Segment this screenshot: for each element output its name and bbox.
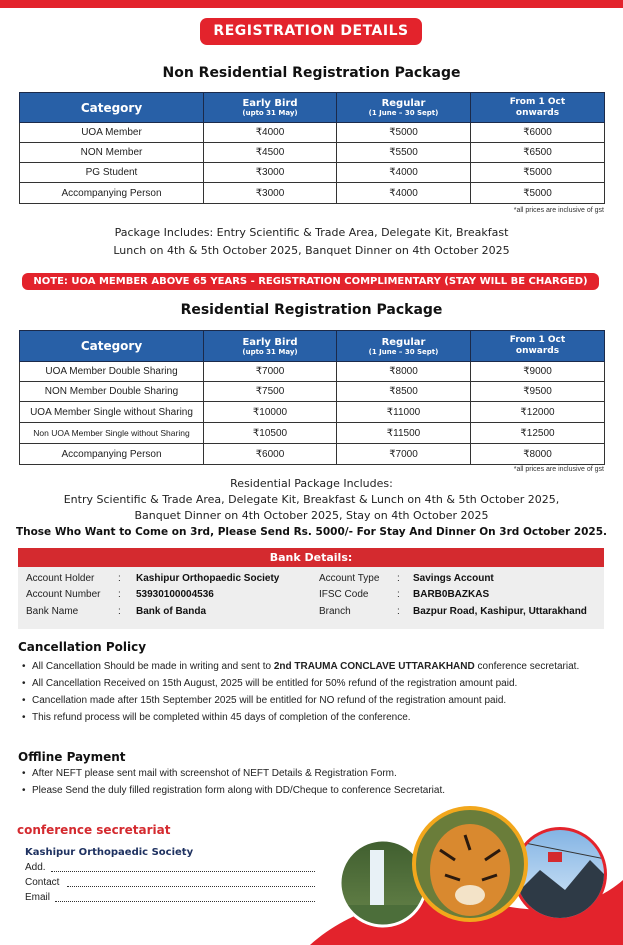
cell-regular: ₹8000 xyxy=(337,362,471,382)
cell-late: ₹6500 xyxy=(471,143,605,163)
bank-details-panel xyxy=(18,567,604,629)
cell-category: PG Student xyxy=(20,163,204,183)
cell-category: NON Member Double Sharing xyxy=(20,382,204,402)
cell-early: ₹7000 xyxy=(204,362,337,382)
colon: : xyxy=(118,573,121,584)
address-field xyxy=(25,861,315,875)
cell-late: ₹5000 xyxy=(471,183,605,204)
col-regular: Regular (1 June – 30 Sept) xyxy=(337,93,471,123)
table-row xyxy=(20,183,605,204)
col-from-oct: From 1 Oct onwards xyxy=(471,331,605,362)
cell-category: UOA Member Single without Sharing xyxy=(20,402,204,423)
list-item: • All Cancellation Received on 15th August, 2025 will be entitled for 50% refund of the registration amount paid. xyxy=(22,675,602,692)
bank-row xyxy=(18,587,604,603)
non-residential-table xyxy=(19,92,605,204)
cell-early: ₹3000 xyxy=(204,183,337,204)
cell-early: ₹6000 xyxy=(204,444,337,465)
colon: : xyxy=(397,573,400,584)
colon: : xyxy=(118,589,121,600)
cell-regular: ₹11000 xyxy=(337,402,471,423)
bank-row xyxy=(18,571,604,587)
list-item: • After NEFT please sent mail with screenshot of NEFT Details & Registration Form. xyxy=(22,765,602,782)
red-swoosh xyxy=(310,880,623,945)
account-type-value: Savings Account xyxy=(413,573,494,584)
cell-late: ₹6000 xyxy=(471,123,605,143)
residential-includes xyxy=(0,476,623,540)
cell-late: ₹12000 xyxy=(471,402,605,423)
cell-category: NON Member xyxy=(20,143,204,163)
top-red-bar xyxy=(0,0,623,8)
col-from-oct: From 1 Oct onwards xyxy=(471,93,605,123)
cell-early: ₹4500 xyxy=(204,143,337,163)
col-early-bird: Early Bird (upto 31 May) xyxy=(204,331,337,362)
gst-note: *all prices are inclusive of gst xyxy=(513,207,604,214)
tiger-photo xyxy=(410,805,530,925)
cell-regular: ₹5500 xyxy=(337,143,471,163)
cell-regular: ₹4000 xyxy=(337,163,471,183)
cell-regular: ₹5000 xyxy=(337,123,471,143)
contact-label: Contact xyxy=(25,877,60,888)
cell-late: ₹8000 xyxy=(471,444,605,465)
cell-late: ₹9500 xyxy=(471,382,605,402)
table-row xyxy=(20,143,605,163)
cell-category: UOA Member xyxy=(20,123,204,143)
col-regular: Regular (1 June – 30 Sept) xyxy=(337,331,471,362)
cell-category: UOA Member Double Sharing xyxy=(20,362,204,382)
waterfall-photo xyxy=(330,830,440,940)
cell-regular: ₹8500 xyxy=(337,382,471,402)
account-number-label: Account Number xyxy=(26,589,101,600)
email-label: Email xyxy=(25,892,51,903)
col-category: Category xyxy=(20,93,204,123)
cell-early: ₹4000 xyxy=(204,123,337,143)
non-residential-title: Non Residential Registration Package xyxy=(162,65,461,81)
package-includes-line1: Package Includes: Entry Scientific & Trade Area, Delegate Kit, Breakfast xyxy=(114,226,509,239)
senior-member-note: NOTE: UOA MEMBER ABOVE 65 YEARS - REGISTRATION COMPLIMENTARY (STAY WILL BE CHARGED) xyxy=(22,273,599,290)
bank-details-header: Bank Details: xyxy=(18,548,604,567)
colon: : xyxy=(397,589,400,600)
cell-regular: ₹4000 xyxy=(337,183,471,204)
list-item: • Cancellation made after 15th September 2025 will be entitled for NO refund of the registration amount paid. xyxy=(22,692,602,709)
cell-regular: ₹7000 xyxy=(337,444,471,465)
table-row xyxy=(20,382,605,402)
cell-early: ₹7500 xyxy=(204,382,337,402)
secretariat-title: conference secretariat xyxy=(17,823,171,837)
account-number-value: 53930100004536 xyxy=(136,589,214,600)
branch-value: Bazpur Road, Kashipur, Uttarakhand xyxy=(413,606,587,617)
address-label: Add. xyxy=(25,862,46,873)
offline-payment-list xyxy=(22,765,602,799)
col-category: Category xyxy=(20,331,204,362)
table-row xyxy=(20,423,605,444)
bank-name-value: Bank of Banda xyxy=(136,606,207,617)
list-item: • This refund process will be completed within 45 days of completion of the conference. xyxy=(22,709,602,726)
table-row xyxy=(20,444,605,465)
package-includes-line2: Lunch on 4th & 5th October 2025, Banquet Dinner on 4th October 2025 xyxy=(113,244,510,257)
email-field xyxy=(25,891,315,905)
list-item: • All Cancellation Should be made in writing and sent to 2nd TRAUMA CONCLAVE UTTARAKHAND conference secretariat. xyxy=(22,658,602,675)
colon: : xyxy=(397,606,400,617)
account-holder-value: Kashipur Orthopaedic Society xyxy=(136,573,280,584)
cell-category: Non UOA Member Single without Sharing xyxy=(20,423,204,444)
page-title: REGISTRATION DETAILS xyxy=(200,18,422,45)
branch-label: Branch xyxy=(319,606,351,617)
list-item: • Please Send the duly filled registration form along with DD/Cheque to conference Secretariat. xyxy=(22,782,602,799)
offline-payment-title: Offline Payment xyxy=(18,750,126,764)
account-type-label: Account Type xyxy=(319,573,380,584)
residential-includes-line2: Banquet Dinner on 4th October 2025, Stay on 4th October 2025 xyxy=(134,509,489,522)
cell-early: ₹3000 xyxy=(204,163,337,183)
cell-early: ₹10000 xyxy=(204,402,337,423)
table-row xyxy=(20,123,605,143)
cell-category: Accompanying Person xyxy=(20,183,204,204)
cell-late: ₹12500 xyxy=(471,423,605,444)
stay-note: Those Who Want to Come on 3rd, Please Send Rs. 5000/- For Stay And Dinner On 3rd October 2025. xyxy=(15,526,608,538)
bank-name-label: Bank Name xyxy=(26,606,79,617)
table-row xyxy=(20,163,605,183)
ifsc-label: IFSC Code xyxy=(319,589,369,600)
account-holder-label: Account Holder xyxy=(26,573,95,584)
cable-car-photo xyxy=(510,825,610,925)
col-early-bird: Early Bird (upto 31 May) xyxy=(204,93,337,123)
residential-table xyxy=(19,330,605,465)
cell-category: Accompanying Person xyxy=(20,444,204,465)
cancellation-title: Cancellation Policy xyxy=(18,640,147,654)
bank-row xyxy=(18,604,604,620)
contact-field xyxy=(25,876,315,890)
gst-note: *all prices are inclusive of gst xyxy=(513,466,604,473)
residential-includes-line1: Entry Scientific & Trade Area, Delegate Kit, Breakfast & Lunch on 4th & 5th October 2025, xyxy=(63,493,560,506)
residential-title: Residential Registration Package xyxy=(180,302,443,318)
residential-includes-heading: Residential Package Includes: xyxy=(230,477,393,490)
table-row xyxy=(20,362,605,382)
cell-regular: ₹11500 xyxy=(337,423,471,444)
cell-late: ₹5000 xyxy=(471,163,605,183)
table-row xyxy=(20,402,605,423)
secretariat-society: Kashipur Orthopaedic Society xyxy=(25,847,194,858)
colon: : xyxy=(118,606,121,617)
cell-early: ₹10500 xyxy=(204,423,337,444)
cell-late: ₹9000 xyxy=(471,362,605,382)
ifsc-value: BARB0BAZKAS xyxy=(413,589,490,600)
cancellation-list xyxy=(22,658,602,726)
